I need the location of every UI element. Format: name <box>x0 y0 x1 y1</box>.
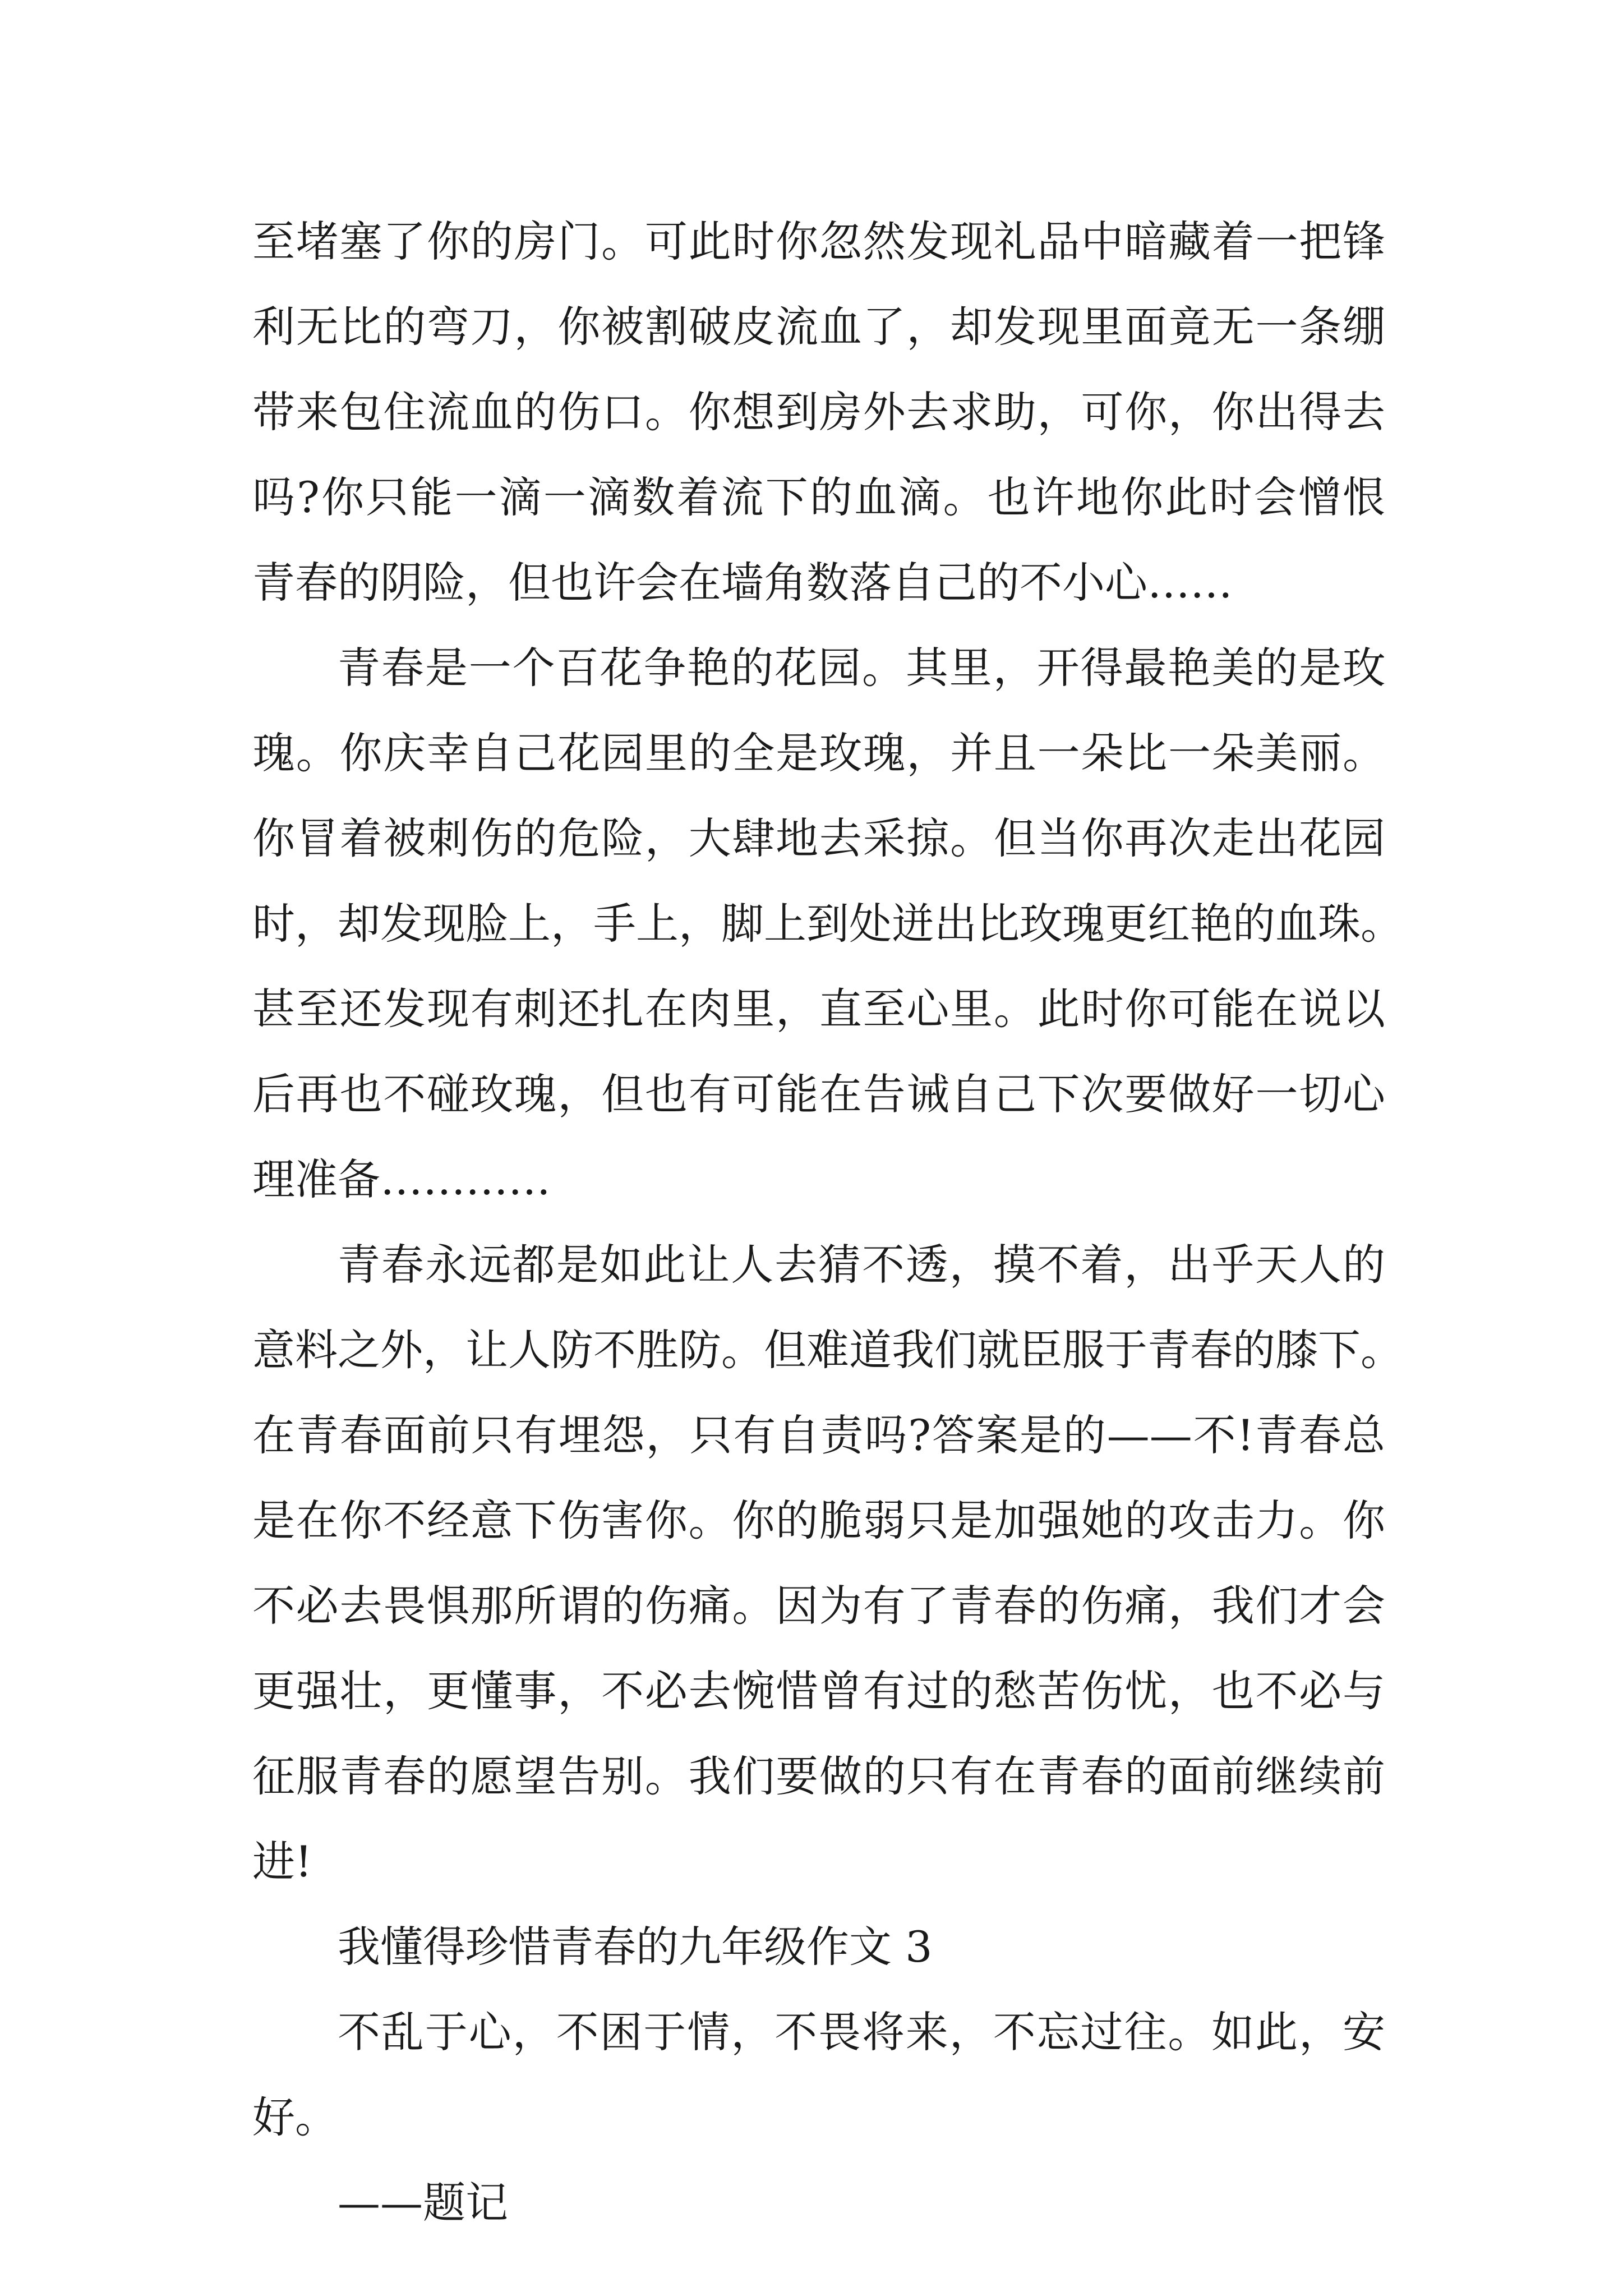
text-line: 吗?你只能一滴一滴数着流下的血滴。也许地你此时会憎恨 <box>252 472 1385 522</box>
text-line: 更强壮，更懂事，不必去惋惜曾有过的愁苦伤忧，也不必与 <box>252 1666 1385 1716</box>
epigraph-attribution: ——题记 <box>338 2178 508 2228</box>
text-line: 带来包住流血的伤口。你想到房外去求助，可你，你出得去 <box>252 387 1385 437</box>
text-line: 青春是一个百花争艳的花园。其里，开得最艳美的是玫 <box>338 643 1385 693</box>
text-line: 时，却发现脸上，手上，脚上到处迸出比玫瑰更红艳的血珠。 <box>252 899 1403 949</box>
text-line: 至堵塞了你的房门。可此时你忽然发现礼品中暗藏着一把锋 <box>252 217 1385 266</box>
section-heading: 我懂得珍惜青春的九年级作文 3 <box>338 1922 933 1972</box>
text-line: 青春的阴险，但也许会在墙角数落自己的不小心…… <box>252 558 1233 608</box>
text-line: 瑰。你庆幸自己花园里的全是玫瑰，并且一朵比一朵美丽。 <box>252 728 1385 778</box>
text-line: 不乱于心，不困于情，不畏将来，不忘过往。如此，安 <box>338 2007 1385 2057</box>
text-line: 青春永远都是如此让人去猜不透，摸不着，出乎天人的 <box>338 1240 1385 1290</box>
text-line: 征服青春的愿望告别。我们要做的只有在青春的面前继续前 <box>252 1751 1385 1801</box>
text-line: 进! <box>252 1837 312 1887</box>
text-line: 你冒着被刺伤的危险，大肆地去采掠。但当你再次走出花园 <box>252 813 1385 863</box>
text-line: 在青春面前只有埋怨，只有自责吗?答案是的——不!青春总 <box>252 1410 1385 1460</box>
text-line: 利无比的弯刀，你被割破皮流血了，却发现里面竟无一条绷 <box>252 302 1385 352</box>
text-line: 好。 <box>252 2092 338 2142</box>
text-line: 意料之外，让人防不胜防。但难道我们就臣服于青春的膝下。 <box>252 1325 1403 1375</box>
text-line: 不必去畏惧那所谓的伤痛。因为有了青春的伤痛，我们才会 <box>252 1581 1385 1631</box>
text-line: 理准备………… <box>252 1154 551 1204</box>
text-line: 后再也不碰玫瑰，但也有可能在告诫自己下次要做好一切心 <box>252 1069 1385 1119</box>
text-line: 甚至还发现有刺还扎在肉里，直至心里。此时你可能在说以 <box>252 984 1385 1034</box>
text-line: 是在你不经意下伤害你。你的脆弱只是加强她的攻击力。你 <box>252 1496 1385 1545</box>
body-text <box>252 199 1403 2246</box>
